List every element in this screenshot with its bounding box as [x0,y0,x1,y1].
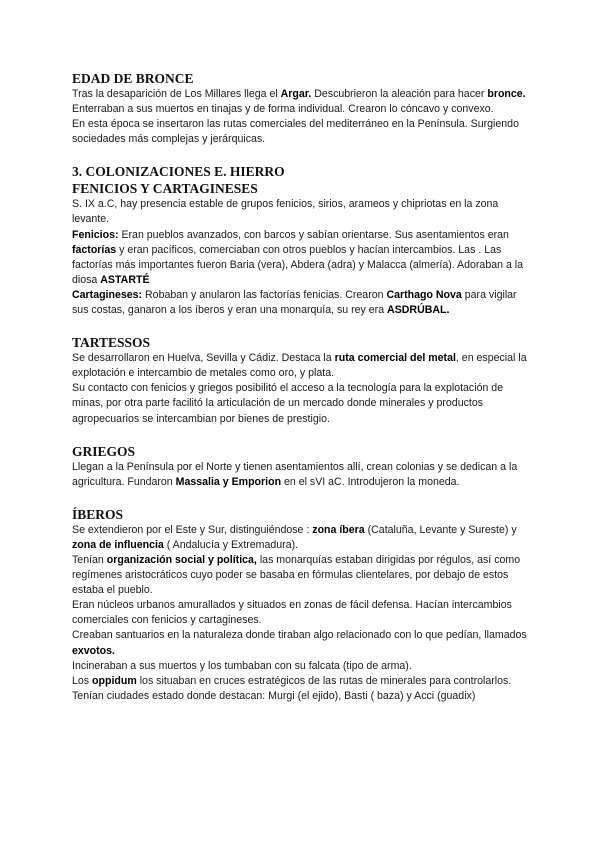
bold-text: factorías [72,243,117,256]
paragraph [72,460,532,490]
paragraph [72,674,532,704]
text-run: Enterraban a sus muertos en tinajas y de forma individual. Crearon lo cóncavo y convexo. [72,103,494,116]
text-run: en el sVI aC. Introdujeron la moneda. [281,475,460,488]
bold-text: zona de influencia [72,538,164,551]
section [72,506,532,704]
text-run: Se desarrollaron en Huelva, Sevilla y Cádiz. Destaca la [72,352,335,365]
text-run: (Cataluña, Levante y Sureste) y [364,523,517,536]
paragraph [72,87,532,117]
bold-text: organización social y política, [106,553,257,566]
section [72,163,532,318]
text-run: Incineraban a sus muertos y los tumbaban con su falcata (tipo de arma). [72,659,412,672]
paragraph [72,523,532,553]
text-run: Descubrieron la aleación para hacer [311,88,488,100]
section [72,443,532,490]
text-run: Eran pueblos avanzados, con barcos y sabían orientarse. Sus asentamientos eran [118,228,509,241]
bold-text: exvotos. [72,644,115,657]
paragraph [72,197,532,227]
text-run: Los [72,674,93,687]
text-run: ( Andalucía y Extremadura). [163,538,299,551]
text-run: las monarquías estaban dirigidas por régulos, así como regímenes aristocráticos cuyo poder se basaba en fórmulas clientelares, por debajo de estos estaba el pueblo. [72,553,521,597]
section-heading: FENICIOS Y CARTAGINESES [72,181,258,197]
text-run: Eran núcleos urbanos amurallados y situados en zonas de fácil defensa. Hacían intercambios comerciales con fenicios y cartagineses. [72,599,512,627]
bold-text: ASDRÚBAL. [387,304,450,317]
paragraph [72,117,532,147]
bold-text: ASTARTÉ [100,273,150,286]
bold-text: Cartagineses: [72,288,143,301]
paragraph [72,659,532,674]
section-heading: 3. COLONIZACIONES E. HIERRO [72,164,285,180]
text-run: los situaban en cruces estratégicos de las rutas de minerales para controlarlos. Tenían ciudades estado donde destacan: Murgi (el ejido), Basti ( baza) y Acci (guadix) [72,674,512,702]
section-heading: GRIEGOS [72,443,136,459]
text-run: S. IX a.C, hay presencia estable de grupos fenicios, sirios, arameos y chipriotas en la zona levante. [72,198,499,226]
bold-text: Fenicios: [72,228,119,241]
section [72,334,532,426]
bold-text: ruta comercial del metal [334,352,456,365]
text-run: Llegan a la Península por el Norte y tienen asentamientos allí, crean colonias y se dedican a la agricultura. Fundaron [72,460,518,488]
text-run: y eran pacíficos, comerciaban con otros pueblos y hacían intercambios. Las . Las factorías más importantes fueron Baria (vera), Abdera (adra) y Malacca (almería). Adoraban a la diosa [72,243,524,286]
text-run: Se extendieron por el Este y Sur, distinguiéndose : [72,523,313,536]
paragraph [72,288,532,318]
text-run: para vigilar sus costas, ganaron a los íberos y eran una monarquía, su rey era [72,288,517,317]
text-run: Creaban santuarios en la naturaleza donde tiraban algo relacionado con lo que pedían, llamados [72,629,527,642]
paragraph [72,553,532,598]
text-run: Su contacto con fenicios y griegos posibilitó el acceso a la tecnología para la explotación de minas, por otra parte facilitó la articulación de un mercado donde minerales y productos agropecuarios se intercambian por bienes de prestigio. [72,382,504,425]
text-run: , en especial la explotación e intercambio de metales como oro, y plata. [72,352,527,380]
section-heading: EDAD DE BRONCE [72,71,194,86]
bold-text: Argar. [280,88,312,100]
bold-text: oppidum [92,674,137,687]
section-heading: ÍBEROS [72,506,124,522]
paragraph [72,598,532,628]
text-run: En esta época se insertaron las rutas comerciales del mediterráneo en la Península. Surgiendo sociedades más complejas y jerárquicas. [72,118,519,146]
bold-text: zona íbera [312,523,365,536]
paragraph [72,628,532,658]
section-heading: TARTESSOS [72,335,151,351]
bold-text: Massalia y Emporion [175,475,282,488]
paragraph [72,228,532,288]
document-page [72,70,532,720]
text-run: Tras la desaparición de Los Millares llega el [72,88,281,100]
text-run: Tenían [72,553,107,566]
section [72,70,532,147]
bold-text: Carthago Nova [386,288,462,301]
bold-text: bronce. [487,88,526,100]
paragraph [72,351,532,381]
text-run: Robaban y anularon las factorías fenicias. Crearon [142,288,387,301]
paragraph [72,381,532,426]
